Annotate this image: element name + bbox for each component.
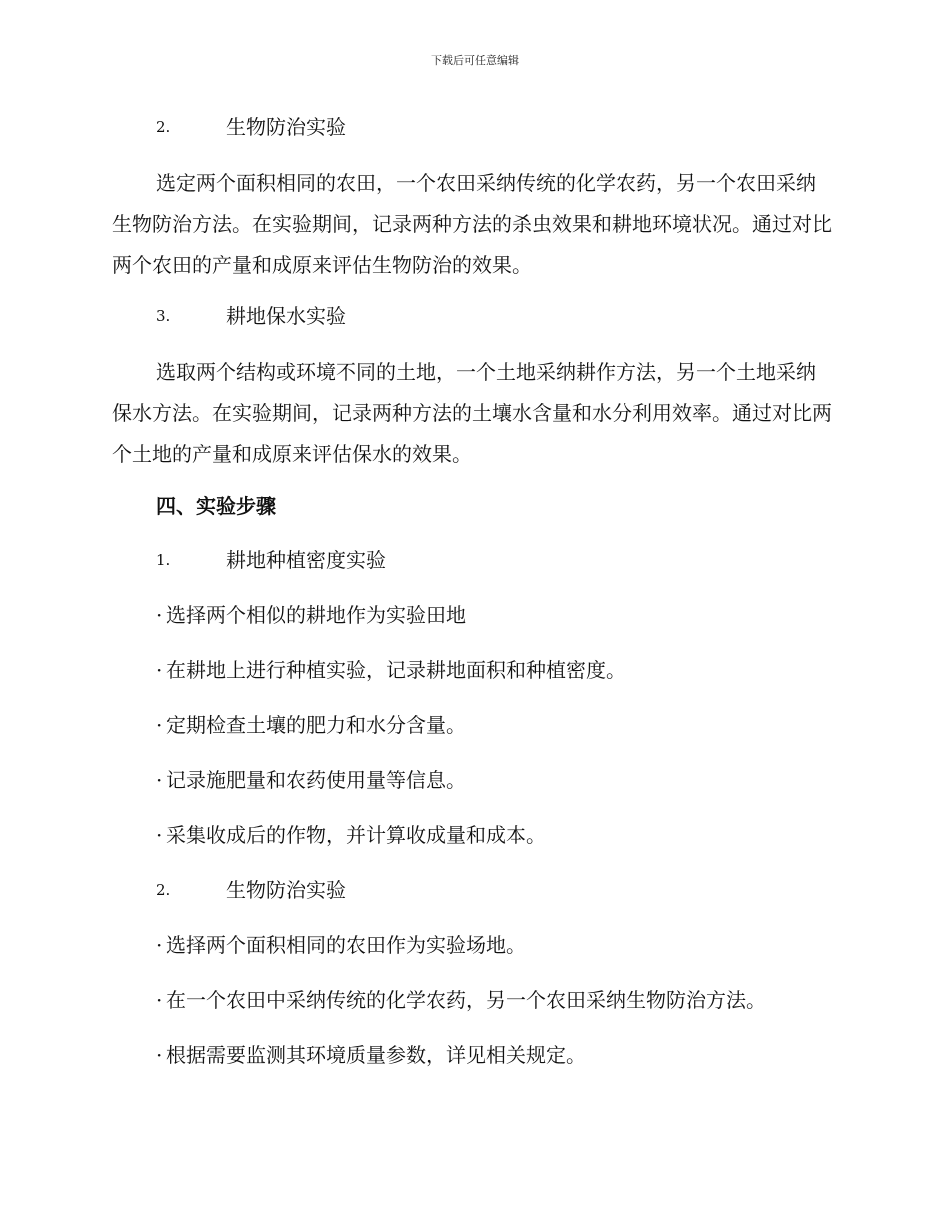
heading-title: 耕地保水实验: [226, 304, 346, 328]
heading-number: 2.: [156, 118, 171, 136]
list-item: [156, 1039, 832, 1071]
document-body: [112, 111, 832, 1071]
bullet-icon: ·: [156, 713, 163, 737]
numbered-heading: [156, 874, 832, 906]
numbered-heading: [156, 111, 832, 143]
list-item: [156, 764, 832, 796]
list-item-text: 采集收成后的作物，并计算收成量和成本。: [166, 823, 546, 847]
bullet-icon: ·: [156, 658, 163, 682]
list-item: [156, 654, 832, 686]
heading-title: 生物防治实验: [226, 115, 346, 139]
page-header: 下载后可任意编辑: [431, 54, 519, 67]
bullet-icon: ·: [156, 988, 163, 1012]
paragraph: 选取两个结构或环境不同的土地，一个土地采纳耕作方法，另一个土地采纳保水方法。在实验期间，记录两种方法的土壤水含量和水分利用效率。通过对比两个土地的产量和成原来评估保水的效果。: [112, 360, 832, 466]
list-item-text: 记录施肥量和农药使用量等信息。: [166, 768, 466, 792]
list-item-text: 在一个农田中采纳传统的化学农药，另一个农田采纳生物防治方法。: [166, 988, 766, 1012]
numbered-heading: [156, 300, 832, 332]
list-item: [156, 599, 832, 631]
list-item-text: 选择两个相似的耕地作为实验田地: [166, 603, 466, 627]
bullet-icon: ·: [156, 823, 163, 847]
list-item: [156, 819, 832, 851]
list-item-text: 根据需要监测其环境质量参数，详见相关规定。: [166, 1043, 586, 1067]
heading-number: 3.: [156, 307, 171, 325]
bullet-icon: ·: [156, 768, 163, 792]
paragraph: 选定两个面积相同的农田，一个农田采纳传统的化学农药，另一个农田采纳生物防治方法。在实验期间，记录两种方法的杀虫效果和耕地环境状况。通过对比两个农田的产量和成原来评估生物防治的效果。: [112, 171, 832, 277]
list-item-text: 在耕地上进行种植实验，记录耕地面积和种植密度。: [166, 658, 626, 682]
heading-title: 耕地种植密度实验: [226, 548, 386, 572]
heading-title: 生物防治实验: [226, 878, 346, 902]
heading-number: 2.: [156, 881, 171, 899]
heading-number: 1.: [156, 551, 171, 569]
list-item: [156, 709, 832, 741]
numbered-heading: [156, 544, 832, 576]
list-item-text: 选择两个面积相同的农田作为实验场地。: [166, 933, 526, 957]
list-item: [156, 984, 832, 1016]
bullet-icon: ·: [156, 603, 163, 627]
list-item: [156, 929, 832, 961]
bullet-icon: ·: [156, 933, 163, 957]
bullet-icon: ·: [156, 1043, 163, 1067]
list-item-text: 定期检查土壤的肥力和水分含量。: [166, 713, 466, 737]
section-title: 四、实验步骤: [156, 494, 276, 518]
